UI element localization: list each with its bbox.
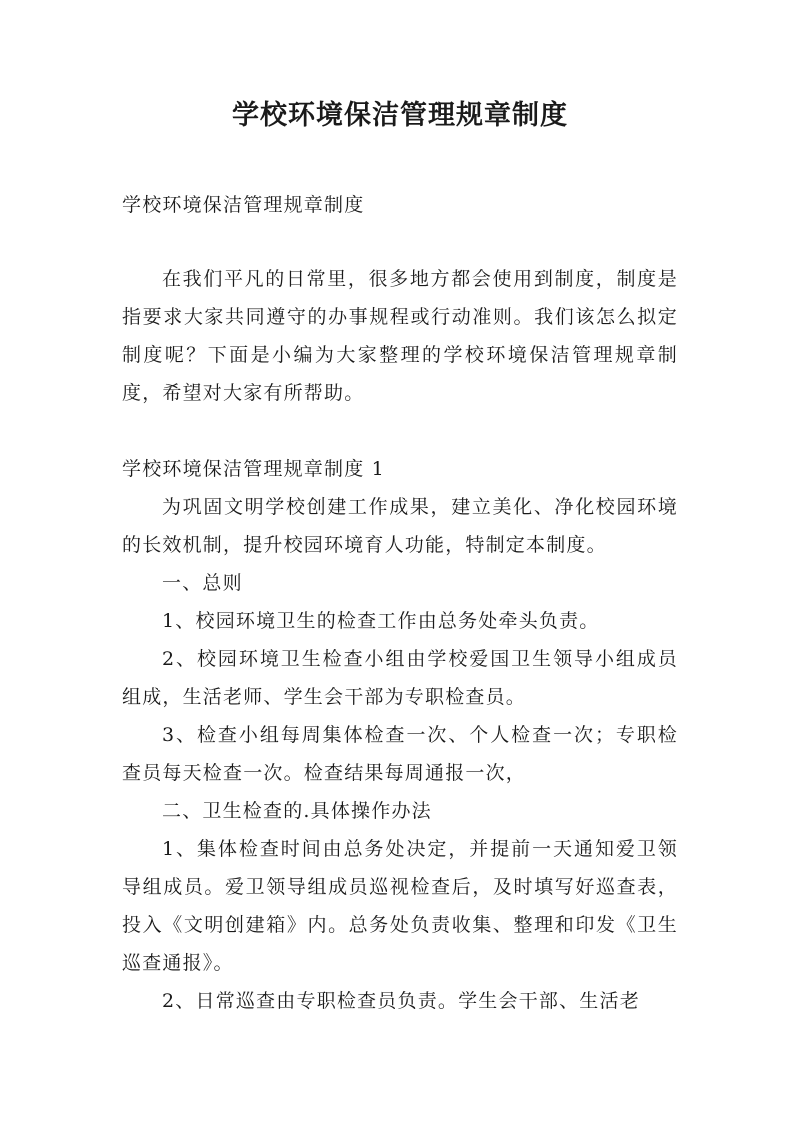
heading-general-rules: 一、总则 — [162, 572, 243, 594]
procedure-item: 1、集体检查时间由总务处决定，并提前一天通知爱卫领导组成员。爱卫领导组成员巡视检查后，及时填写好巡查表，投入《文明创建箱》内。总务处负责收集、整理和印发《卫生巡查通报》。 — [122, 838, 678, 974]
intro-paragraph: 在我们平凡的日常里，很多地方都会使用到制度，制度是指要求大家共同遵守的办事规程或行动准则。我们该怎么拟定制度呢？下面是小编为大家整理的学校环境保洁管理规章制度，希望对大家有所帮助。 — [122, 268, 678, 404]
rule-item: 1、校园环境卫生的检查工作由总务处牵头负责。 — [162, 610, 600, 632]
section-heading: 学校环境保洁管理规章制度 1 — [122, 458, 385, 480]
rule-item: 2、校园环境卫生检查小组由学校爱国卫生领导小组成员组成，生活老师、学生会干部为专职检查员。 — [122, 648, 678, 708]
procedure-item: 2、日常巡查由专职检查员负责。学生会干部、生活老 — [162, 990, 640, 1012]
section-body — [122, 488, 678, 1020]
document-subtitle: 学校环境保洁管理规章制度 — [122, 194, 365, 216]
heading-inspection-procedure: 二、卫生检查的.具体操作办法 — [162, 800, 432, 822]
document-title: 学校环境保洁管理规章制度 — [232, 100, 568, 131]
rule-item: 3、检查小组每周集体检查一次、个人检查一次；专职检查员每天检查一次。检查结果每周通报一次， — [122, 724, 678, 784]
paragraph-purpose: 为巩固文明学校创建工作成果，建立美化、净化校园环境的长效机制，提升校园环境育人功能，特制定本制度。 — [122, 496, 678, 556]
